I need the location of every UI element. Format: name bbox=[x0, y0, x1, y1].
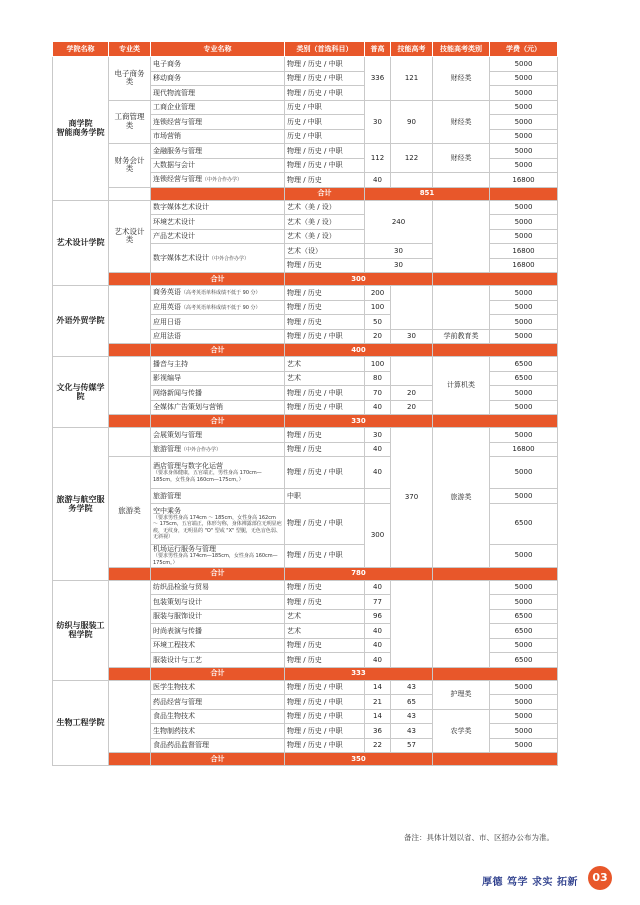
general-quota: 300 bbox=[365, 503, 391, 567]
major-name: 产品艺术设计 bbox=[151, 229, 285, 244]
table-row bbox=[53, 357, 558, 372]
skill-quota: 370 bbox=[391, 428, 433, 568]
subject: 物理 / 历史 bbox=[285, 442, 365, 457]
major-type bbox=[109, 428, 151, 457]
fee: 5000 bbox=[490, 129, 558, 144]
skill-quota: 57 bbox=[391, 738, 433, 753]
college-name: 旅游与航空服务学院 bbox=[53, 428, 109, 581]
major-name: 工商企业管理 bbox=[151, 100, 285, 115]
general-quota: 200 bbox=[365, 286, 391, 301]
fee: 6500 bbox=[490, 371, 558, 386]
major-name: 全媒体广告策划与营销 bbox=[151, 400, 285, 415]
skill-quota: 65 bbox=[391, 695, 433, 710]
major-type: 旅游类 bbox=[109, 457, 151, 568]
major-name: 食品药品监督管理 bbox=[151, 738, 285, 753]
subject: 物理 / 历史 / 中职 bbox=[285, 503, 365, 544]
skill-quota: 30 bbox=[391, 329, 433, 344]
major-type: 艺术设计类 bbox=[109, 200, 151, 273]
skill-category: 计算机类 bbox=[433, 357, 490, 415]
major-name: 机场运行服务与管理 （要求男性身高 174cm—185cm，女性身高 160cm—175cm。） bbox=[151, 544, 285, 567]
skill-quota: 122 bbox=[391, 144, 433, 173]
header-major-type: 专业类 bbox=[109, 42, 151, 57]
general-quota: 40 bbox=[365, 457, 391, 489]
subject: 艺术（美 / 设） bbox=[285, 215, 365, 230]
skill-quota: 121 bbox=[391, 57, 433, 101]
general-quota: 40 bbox=[365, 653, 391, 668]
subject: 物理 / 历史 / 中职 bbox=[285, 57, 365, 72]
subtotal-label: 合计 bbox=[151, 567, 285, 580]
general-quota: 40 bbox=[365, 173, 391, 188]
general-quota: 50 bbox=[365, 315, 391, 330]
subject: 物理 / 历史 / 中职 bbox=[285, 329, 365, 344]
subject: 物理 / 历史 bbox=[285, 428, 365, 443]
general-quota: 336 bbox=[365, 57, 391, 101]
table-row bbox=[53, 580, 558, 595]
subject: 物理 / 历史 / 中职 bbox=[285, 144, 365, 159]
major-type bbox=[109, 286, 151, 344]
fee: 5000 bbox=[490, 215, 558, 230]
skill-quota: 43 bbox=[391, 680, 433, 695]
general-quota: 40 bbox=[365, 638, 391, 653]
skill-category bbox=[433, 173, 490, 188]
subject: 物理 / 历史 / 中职 bbox=[285, 724, 365, 739]
fee: 6500 bbox=[490, 357, 558, 372]
fee: 5000 bbox=[490, 695, 558, 710]
school-motto: 厚德 笃学 求实 拓新 bbox=[482, 877, 578, 888]
table-row bbox=[53, 144, 558, 159]
fee: 5000 bbox=[490, 738, 558, 753]
major-name: 电子商务 bbox=[151, 57, 285, 72]
fee: 5000 bbox=[490, 115, 558, 130]
fee: 16800 bbox=[490, 173, 558, 188]
fee: 6500 bbox=[490, 609, 558, 624]
fee: 5000 bbox=[490, 680, 558, 695]
subject: 艺术 bbox=[285, 624, 365, 639]
skill-category: 护理类 bbox=[433, 680, 490, 709]
fee: 16800 bbox=[490, 244, 558, 259]
skill-quota: 90 bbox=[391, 100, 433, 144]
skill-category: 财经类 bbox=[433, 57, 490, 101]
college-name: 纺织与服装工程学院 bbox=[53, 580, 109, 680]
fee: 6500 bbox=[490, 503, 558, 544]
general-quota: 240 bbox=[365, 200, 433, 244]
major-name: 播音与主持 bbox=[151, 357, 285, 372]
header-general: 普高 bbox=[365, 42, 391, 57]
major-name: 会展策划与管理 bbox=[151, 428, 285, 443]
general-quota: 30 bbox=[365, 428, 391, 443]
fee: 5000 bbox=[490, 544, 558, 567]
fee: 5000 bbox=[490, 457, 558, 489]
fee: 5000 bbox=[490, 400, 558, 415]
skill-quota bbox=[391, 286, 433, 330]
college-name: 外语外贸学院 bbox=[53, 286, 109, 357]
fee: 5000 bbox=[490, 580, 558, 595]
general-quota: 40 bbox=[365, 400, 391, 415]
subject: 物理 / 历史 / 中职 bbox=[285, 680, 365, 695]
subject: 物理 / 历史 / 中职 bbox=[285, 400, 365, 415]
major-name: 服装与服饰设计 bbox=[151, 609, 285, 624]
major-name: 网络新闻与传播 bbox=[151, 386, 285, 401]
subject: 物理 / 历史 / 中职 bbox=[285, 544, 365, 567]
general-quota: 14 bbox=[365, 709, 391, 724]
footnote: 备注：具体计划以省、市、区招办公布为准。 bbox=[404, 833, 554, 842]
table-row bbox=[53, 100, 558, 115]
fee: 16800 bbox=[490, 258, 558, 273]
fee: 5000 bbox=[490, 57, 558, 72]
major-name: 影视编导 bbox=[151, 371, 285, 386]
header-college: 学院名称 bbox=[53, 42, 109, 57]
fee: 5000 bbox=[490, 724, 558, 739]
skill-category: 旅游类 bbox=[433, 428, 490, 568]
major-type: 财务会计类 bbox=[109, 144, 151, 188]
general-quota: 30 bbox=[365, 100, 391, 144]
general-quota bbox=[365, 489, 391, 504]
fee: 5000 bbox=[490, 595, 558, 610]
subtotal-row bbox=[53, 753, 558, 766]
subtotal-row bbox=[53, 415, 558, 428]
subject: 艺术 bbox=[285, 609, 365, 624]
major-name: 连锁经营与管理 bbox=[151, 115, 285, 130]
major-name: 数字媒体艺术设计 bbox=[151, 200, 285, 215]
subject: 物理 / 历史 bbox=[285, 173, 365, 188]
skill-category bbox=[433, 286, 490, 330]
major-name: 酒店管理与数字化运营 （要求身体健康，五官端正，男性身高 170cm—185cm，女性身高 160cm—175cm。） bbox=[151, 457, 285, 489]
table-header-row bbox=[53, 42, 558, 57]
subject: 物理 / 历史 bbox=[285, 638, 365, 653]
general-quota: 40 bbox=[365, 580, 391, 595]
fee: 5000 bbox=[490, 428, 558, 443]
major-name: 药品经营与管理 bbox=[151, 695, 285, 710]
skill-quota: 43 bbox=[391, 724, 433, 739]
table-row bbox=[53, 680, 558, 695]
major-name: 纺织品检验与贸易 bbox=[151, 580, 285, 595]
major-name: 移动商务 bbox=[151, 71, 285, 86]
subject: 艺术（美 / 设） bbox=[285, 229, 365, 244]
major-name: 服装设计与工艺 bbox=[151, 653, 285, 668]
subtotal-row bbox=[53, 344, 558, 357]
skill-quota bbox=[391, 357, 433, 386]
major-name: 应用日语 bbox=[151, 315, 285, 330]
major-name: 连锁经营与管理（中外合作办学） bbox=[151, 173, 285, 188]
skill-category bbox=[433, 200, 490, 273]
fee: 5000 bbox=[490, 329, 558, 344]
subject: 物理 / 历史 bbox=[285, 258, 365, 273]
subtotal-value: 400 bbox=[285, 344, 433, 357]
major-name: 大数据与会计 bbox=[151, 158, 285, 173]
page-number: 03 bbox=[588, 866, 612, 890]
general-quota: 100 bbox=[365, 357, 391, 372]
major-name: 商务英语（高考英语单科成绩不低于 90 分） bbox=[151, 286, 285, 301]
general-quota: 36 bbox=[365, 724, 391, 739]
college-name: 艺术设计学院 bbox=[53, 200, 109, 286]
major-name: 现代物流管理 bbox=[151, 86, 285, 101]
fee: 5000 bbox=[490, 300, 558, 315]
header-subject: 类别（首选科目） bbox=[285, 42, 365, 57]
subtotal-value: 780 bbox=[285, 567, 433, 580]
college-name: 商学院 智能商务学院 bbox=[53, 57, 109, 201]
general-quota: 80 bbox=[365, 371, 391, 386]
major-name: 医学生物技术 bbox=[151, 680, 285, 695]
fee: 6500 bbox=[490, 624, 558, 639]
skill-quota: 20 bbox=[391, 400, 433, 415]
subtotal-label: 合计 bbox=[151, 344, 285, 357]
header-skill: 技能高考 bbox=[391, 42, 433, 57]
general-quota: 20 bbox=[365, 329, 391, 344]
major-name: 旅游管理（中外合作办学） bbox=[151, 442, 285, 457]
table-row bbox=[53, 200, 558, 215]
skill-category: 农学类 bbox=[433, 709, 490, 753]
fee: 5000 bbox=[490, 315, 558, 330]
fee: 5000 bbox=[490, 158, 558, 173]
enrollment-table bbox=[52, 41, 558, 766]
skill-quota bbox=[391, 173, 433, 188]
major-name: 时尚表演与传播 bbox=[151, 624, 285, 639]
subject: 物理 / 历史 bbox=[285, 653, 365, 668]
general-quota: 30 bbox=[365, 244, 433, 259]
fee: 5000 bbox=[490, 200, 558, 215]
subtotal-value: 330 bbox=[285, 415, 433, 428]
subject: 物理 / 历史 bbox=[285, 595, 365, 610]
major-name: 包装策划与设计 bbox=[151, 595, 285, 610]
skill-category: 学前教育类 bbox=[433, 329, 490, 344]
subtotal-label: 合计 bbox=[151, 415, 285, 428]
fee: 5000 bbox=[490, 229, 558, 244]
college-name: 文化与传媒学院 bbox=[53, 357, 109, 428]
header-major: 专业名称 bbox=[151, 42, 285, 57]
skill-category: 财经类 bbox=[433, 144, 490, 173]
skill-quota: 20 bbox=[391, 386, 433, 401]
general-quota: 40 bbox=[365, 442, 391, 457]
subject: 物理 / 历史 / 中职 bbox=[285, 695, 365, 710]
subject: 物理 / 历史 / 中职 bbox=[285, 709, 365, 724]
subtotal-row bbox=[53, 667, 558, 680]
major-name: 环境艺术设计 bbox=[151, 215, 285, 230]
subtotal-value: 851 bbox=[365, 187, 490, 200]
major-name: 应用法语 bbox=[151, 329, 285, 344]
subtotal-label: 合计 bbox=[285, 187, 365, 200]
subtotal-value: 300 bbox=[285, 273, 433, 286]
major-name: 环境工程技术 bbox=[151, 638, 285, 653]
header-fee: 学费（元） bbox=[490, 42, 558, 57]
major-name: 生物制药技术 bbox=[151, 724, 285, 739]
subtotal-label: 合计 bbox=[151, 753, 285, 766]
major-name: 金融服务与管理 bbox=[151, 144, 285, 159]
fee: 16800 bbox=[490, 442, 558, 457]
general-quota: 70 bbox=[365, 386, 391, 401]
subject: 艺术 bbox=[285, 371, 365, 386]
subtotal-label: 合计 bbox=[151, 667, 285, 680]
general-quota: 14 bbox=[365, 680, 391, 695]
college-name: 生物工程学院 bbox=[53, 680, 109, 766]
major-type: 电子商务类 bbox=[109, 57, 151, 101]
major-type bbox=[109, 357, 151, 415]
fee: 5000 bbox=[490, 71, 558, 86]
header-skill-category: 技能高考类别 bbox=[433, 42, 490, 57]
subject: 艺术 bbox=[285, 357, 365, 372]
fee: 5000 bbox=[490, 100, 558, 115]
major-name: 旅游管理 bbox=[151, 489, 285, 504]
major-type bbox=[109, 580, 151, 667]
subject: 物理 / 历史 bbox=[285, 300, 365, 315]
fee: 5000 bbox=[490, 709, 558, 724]
major-name: 市场营销 bbox=[151, 129, 285, 144]
subject: 物理 / 历史 bbox=[285, 580, 365, 595]
general-quota: 77 bbox=[365, 595, 391, 610]
subject: 历史 / 中职 bbox=[285, 115, 365, 130]
subject: 物理 / 历史 bbox=[285, 286, 365, 301]
major-name: 空中乘务 （要求男性身高 174cm ～ 185cm，女性身高 162cm ～ 175cm，五官端正，体形匀称，身体裸露部位无明显疤痕，无纹身，无明显的 "O" 型或 "X" 型腿，无色盲色弱、无斜视） bbox=[151, 503, 285, 544]
subject: 历史 / 中职 bbox=[285, 100, 365, 115]
subject: 物理 / 历史 / 中职 bbox=[285, 386, 365, 401]
general-quota: 30 bbox=[365, 258, 433, 273]
fee: 5000 bbox=[490, 638, 558, 653]
general-quota: 22 bbox=[365, 738, 391, 753]
general-quota: 21 bbox=[365, 695, 391, 710]
general-quota: 40 bbox=[365, 624, 391, 639]
fee: 6500 bbox=[490, 653, 558, 668]
table-row bbox=[53, 428, 558, 443]
skill-quota: 43 bbox=[391, 709, 433, 724]
subtotal-row bbox=[53, 187, 558, 200]
subject: 艺术（美 / 设） bbox=[285, 200, 365, 215]
subject: 物理 / 历史 bbox=[285, 315, 365, 330]
subtotal-label: 合计 bbox=[151, 273, 285, 286]
subject: 物理 / 历史 / 中职 bbox=[285, 71, 365, 86]
table-row bbox=[53, 57, 558, 72]
major-name: 数字媒体艺术设计（中外合作办学） bbox=[151, 244, 285, 273]
skill-category: 财经类 bbox=[433, 100, 490, 144]
fee: 5000 bbox=[490, 144, 558, 159]
general-quota: 100 bbox=[365, 300, 391, 315]
subject: 历史 / 中职 bbox=[285, 129, 365, 144]
major-name: 食品生物技术 bbox=[151, 709, 285, 724]
major-type bbox=[109, 680, 151, 753]
major-name: 应用英语（高考英语单科成绩不低于 90 分） bbox=[151, 300, 285, 315]
subject: 中职 bbox=[285, 489, 365, 504]
fee: 5000 bbox=[490, 489, 558, 504]
major-type: 工商管理类 bbox=[109, 100, 151, 144]
subtotal-row bbox=[53, 567, 558, 580]
table-row bbox=[53, 286, 558, 301]
subject: 物理 / 历史 / 中职 bbox=[285, 457, 365, 489]
fee: 5000 bbox=[490, 386, 558, 401]
subject: 物理 / 历史 / 中职 bbox=[285, 738, 365, 753]
subtotal-row bbox=[53, 273, 558, 286]
skill-category bbox=[433, 580, 490, 667]
fee: 5000 bbox=[490, 286, 558, 301]
general-quota: 112 bbox=[365, 144, 391, 173]
skill-quota bbox=[391, 580, 433, 667]
subtotal-value: 333 bbox=[285, 667, 433, 680]
subject: 物理 / 历史 / 中职 bbox=[285, 86, 365, 101]
subtotal-value: 350 bbox=[285, 753, 433, 766]
general-quota: 96 bbox=[365, 609, 391, 624]
subject: 艺术（设） bbox=[285, 244, 365, 259]
fee: 5000 bbox=[490, 86, 558, 101]
subject: 物理 / 历史 / 中职 bbox=[285, 158, 365, 173]
